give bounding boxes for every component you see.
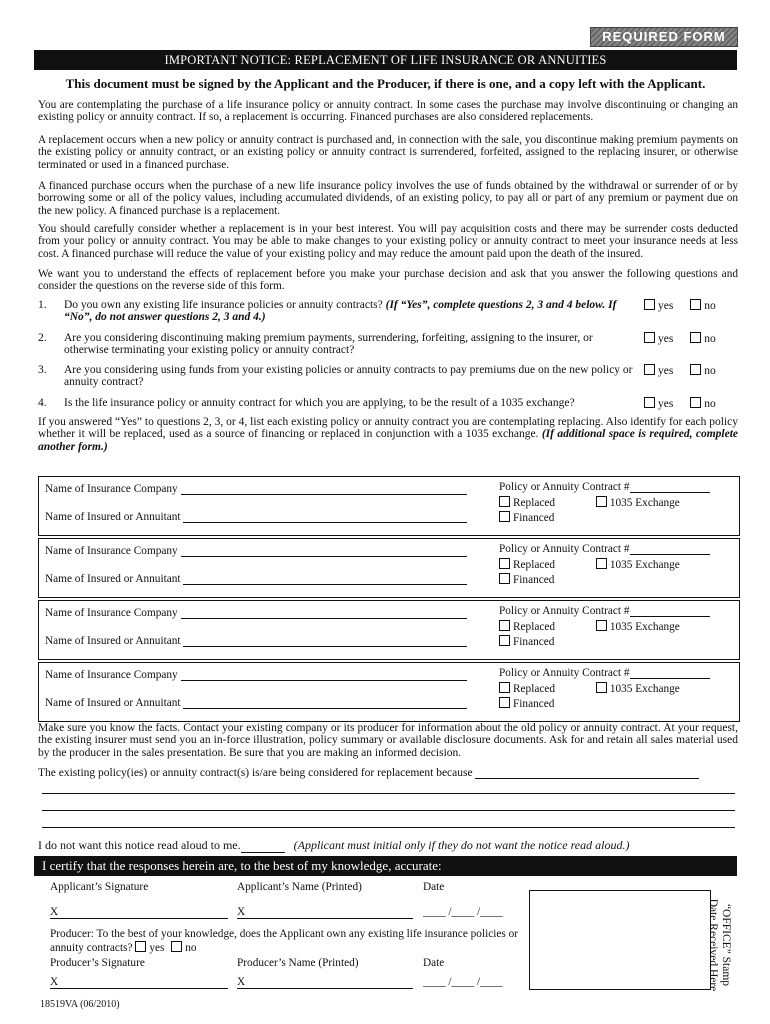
intro-paragraph-1: You are contemplating the purchase of a life insurance policy or annuity contract. In some cases the purchase may involve discontinuing or changing an existing policy or annuity contract. If so, a replacement is occurring. Financed purchases are also considered replacements.: [38, 99, 738, 124]
producer-date-label: Date: [423, 957, 445, 969]
facts-paragraph: Make sure you know the facts. Contact your existing company or its producer for information about the old policy or annuity contract. At your request, the existing insurer must send you an in-force illustration, policy summary or available disclosure documents. Ask for and retain all sales material used by the producer in the sales presentation. Be sure that you are making an informed decision.: [38, 722, 738, 759]
financed-checkbox[interactable]: Financed: [499, 573, 554, 586]
question-text: Are you considering discontinuing making premium payments, surrendering, forfeiting, assigning to the insurer, or otherwise terminating your existing policy or annuity contract?: [64, 332, 593, 357]
insured-label: Name of Insured or Annuitant: [45, 573, 181, 585]
producer-signature-label: Producer’s Signature: [50, 957, 145, 969]
reason-line-2[interactable]: [42, 781, 735, 794]
company-field[interactable]: [181, 669, 467, 681]
producer-question: Producer: To the best of your knowledge, does the Applicant own any existing life insurance policies or annuity contracts? yes no: [50, 928, 519, 954]
applicant-signature-label: Applicant’s Signature: [50, 881, 149, 893]
question-note: (If “Yes”, complete questions 2, 3 and 4 below. If “No”, do not answer questions 2, 3 and 4.): [64, 299, 617, 324]
exchange-checkbox[interactable]: 1035 Exchange: [596, 497, 680, 509]
no-checkbox[interactable]: no: [690, 299, 716, 312]
financed-checkbox[interactable]: Financed: [499, 635, 554, 648]
applicant-date-field[interactable]: ____ /____ /____: [423, 906, 503, 918]
policy-entry-2: [38, 538, 740, 598]
insured-field[interactable]: [183, 697, 467, 709]
insured-label: Name of Insured or Annuitant: [45, 511, 181, 523]
insured-label: Name of Insured or Annuitant: [45, 697, 181, 709]
applicant-name-field[interactable]: X: [237, 906, 413, 919]
financed-checkbox[interactable]: Financed: [499, 697, 554, 710]
question-1: [38, 299, 738, 325]
insured-field[interactable]: [183, 635, 467, 647]
contract-label: Policy or Annuity Contract #: [499, 605, 630, 617]
insured-label: Name of Insured or Annuitant: [45, 635, 181, 647]
contract-field[interactable]: [630, 481, 710, 493]
contract-label: Policy or Annuity Contract #: [499, 543, 630, 555]
listing-instructions: If you answered “Yes” to questions 2, 3, or 4, list each existing policy or annuity contract you are contemplating replacing. Also identify for each policy whether it will be replaced, used as a source of financing or replaced in conjunction with a 1035 exchange. (If additional space is required, complete another form.): [38, 416, 738, 453]
question-2: [38, 332, 738, 358]
read-aloud-note: (Applicant must initial only if they do not want the notice read aloud.): [293, 838, 630, 852]
applicant-name-label: Applicant’s Name (Printed): [237, 881, 362, 893]
company-field[interactable]: [181, 483, 467, 495]
form-number: 18519VA (06/2010): [40, 999, 120, 1010]
company-field[interactable]: [181, 607, 467, 619]
financed-checkbox[interactable]: Financed: [499, 511, 554, 524]
financed-purchase-definition: A financed purchase occurs when the purchase of a new life insurance policy involves the use of funds obtained by the withdrawal or surrender of or by borrowing some or all of the policy values, including accumulated dividends, of an existing policy, to pay all or part of any premium or payment due on the new policy. A financed purchase is a replacement.: [38, 180, 738, 217]
contract-field[interactable]: [630, 667, 710, 679]
question-number: 1.: [38, 299, 47, 311]
office-stamp-label: “OFFICE” Stamp Date Received Here: [707, 898, 732, 992]
no-checkbox[interactable]: no: [690, 332, 716, 345]
yes-no-group: [644, 397, 744, 410]
yes-checkbox[interactable]: yes: [644, 364, 673, 377]
question-3: [38, 364, 738, 390]
subheading: This document must be signed by the Applicant and the Producer, if there is one, and a copy left with the Applicant.: [65, 76, 706, 91]
producer-yes-checkbox[interactable]: yes: [135, 942, 164, 954]
reason-line-3[interactable]: [42, 798, 735, 811]
insured-field[interactable]: [183, 511, 467, 523]
replaced-checkbox[interactable]: Replaced: [499, 683, 555, 695]
contract-label: Policy or Annuity Contract #: [499, 481, 630, 493]
exchange-checkbox[interactable]: 1035 Exchange: [596, 621, 680, 633]
exchange-checkbox[interactable]: 1035 Exchange: [596, 683, 680, 695]
reason-line-4[interactable]: [42, 815, 735, 828]
insured-field[interactable]: [183, 573, 467, 585]
exchange-checkbox[interactable]: 1035 Exchange: [596, 559, 680, 571]
producer-name-field[interactable]: X: [237, 976, 413, 989]
understand-paragraph: We want you to understand the effects of replacement before you make your purchase decision and ask that you answer the following questions and consider the questions on the reverse side of this form.: [38, 268, 738, 293]
no-checkbox[interactable]: no: [690, 397, 716, 410]
contract-field[interactable]: [630, 543, 710, 555]
reason-row: [38, 767, 738, 779]
question-number: 4.: [38, 397, 47, 409]
company-label: Name of Insurance Company: [45, 545, 178, 557]
yes-no-group: [644, 299, 744, 312]
contract-label: Policy or Annuity Contract #: [499, 667, 630, 679]
reason-field[interactable]: [475, 767, 699, 779]
read-aloud-statement: I do not want this notice read aloud to me.: [38, 838, 241, 852]
required-form-badge: REQUIRED FORM: [590, 27, 738, 47]
reason-label: The existing policy(ies) or annuity contract(s) is/are being considered for replacement because: [38, 767, 473, 779]
yes-no-group: [644, 364, 744, 377]
company-field[interactable]: [181, 545, 467, 557]
yes-checkbox[interactable]: yes: [644, 397, 673, 410]
replacement-definition: A replacement occurs when a new policy or annuity contract is purchased and, in connection with the sale, you discontinue making premium payments on the existing policy or annuity contract, or an existing policy or annuity contract is surrendered, forfeited, assigned to the replacing insurer, or otherwise terminated or used in a financed purchase.: [38, 134, 738, 171]
replaced-checkbox[interactable]: Replaced: [499, 621, 555, 633]
yes-checkbox[interactable]: yes: [644, 332, 673, 345]
question-number: 2.: [38, 332, 47, 344]
yes-checkbox[interactable]: yes: [644, 299, 673, 312]
question-text: Do you own any existing life insurance policies or annuity contracts? (If “Yes”, complete questions 2, 3 and 4 below. If “No”, do not answer questions 2, 3 and 4.): [64, 299, 617, 324]
yes-no-group: [644, 332, 744, 345]
consider-paragraph: You should carefully consider whether a replacement is in your best interest. You will pay acquisition costs and there may be surrender costs deducted from your policy or annuity contract. You may be able to make changes to your existing policy or annuity contract to meet your insurance needs at less cost. A financed purchase will reduce the value of your existing policy and may reduce the amount paid upon the death of the insured.: [38, 223, 738, 260]
applicant-date-label: Date: [423, 881, 445, 893]
question-text: Are you considering using funds from your existing policies or annuity contracts to pay premiums due on the new policy or annuity contract?: [64, 364, 633, 389]
company-label: Name of Insurance Company: [45, 607, 178, 619]
producer-signature-field[interactable]: X: [50, 976, 228, 989]
certify-bar: I certify that the responses herein are, to the best of my knowledge, accurate:: [34, 856, 737, 876]
producer-date-field[interactable]: ____ /____ /____: [423, 976, 503, 988]
policy-entry-4: [38, 662, 740, 722]
no-checkbox[interactable]: no: [690, 364, 716, 377]
policy-entry-3: [38, 600, 740, 660]
question-number: 3.: [38, 364, 47, 376]
title-bar: IMPORTANT NOTICE: REPLACEMENT OF LIFE INSURANCE OR ANNUITIES: [34, 50, 737, 70]
contract-field[interactable]: [630, 605, 710, 617]
question-4: [38, 397, 738, 411]
replaced-checkbox[interactable]: Replaced: [499, 559, 555, 571]
producer-no-checkbox[interactable]: no: [171, 942, 196, 954]
policy-entry-1: [38, 476, 740, 536]
question-text: Is the life insurance policy or annuity contract for which you are applying, to be the result of a 1035 exchange?: [64, 397, 575, 409]
company-label: Name of Insurance Company: [45, 483, 178, 495]
listing-note: (If additional space is required, complete another form.): [38, 428, 738, 453]
initials-field[interactable]: [241, 841, 285, 853]
producer-name-label: Producer’s Name (Printed): [237, 957, 359, 969]
company-label: Name of Insurance Company: [45, 669, 178, 681]
applicant-signature-field[interactable]: X: [50, 906, 228, 919]
read-aloud-row: [38, 838, 738, 853]
replaced-checkbox[interactable]: Replaced: [499, 497, 555, 509]
